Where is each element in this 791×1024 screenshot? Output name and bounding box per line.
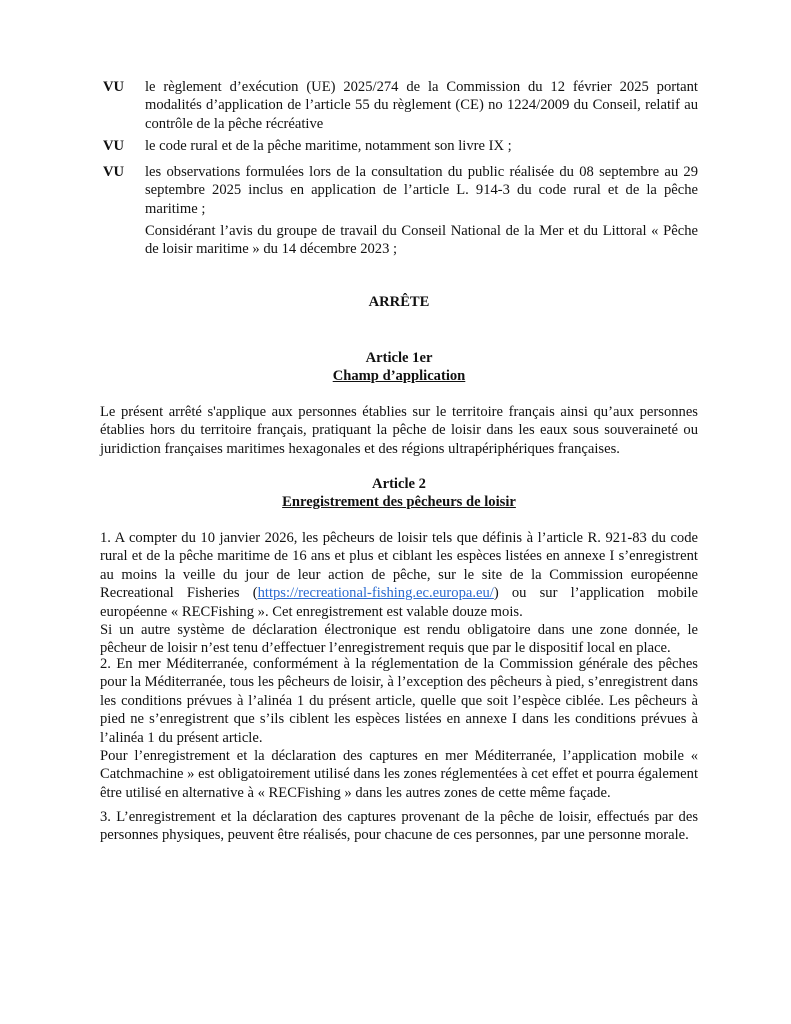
visa-text: le code rural et de la pêche maritime, notamment son livre IX ; <box>145 138 512 154</box>
arrete-heading: ARRÊTE <box>368 294 430 310</box>
p1-text-after: ) ou sur l’application mobile européenne « RECFishing ». Cet enregistrement est valable douze mois. <box>100 585 699 620</box>
article-1-number: Article 1er <box>365 350 433 366</box>
article-2-p1-second: Si un autre système de déclaration électronique est rendu obligatoire dans une zone donnée, le pêcheur de loisir n’est tenu d’effectuer l’enregistrement requis que par le dispositif local en place. <box>100 622 698 657</box>
article-1-title <box>100 367 698 385</box>
article-2-p1 <box>100 529 698 621</box>
article-2-paragraph-1 <box>100 529 698 658</box>
article-2-paragraph-2 <box>100 655 698 802</box>
visa-label: VU <box>103 79 125 95</box>
article-2-title-text: Enregistrement des pêcheurs de loisir <box>282 494 516 510</box>
article-2-p2: 2. En mer Méditerranée, conformément à la réglementation de la Commission générale des pêches pour la Méditerranée, tous les pêcheurs de loisir, à l’exception des pêcheurs à pied, s’enregistrent dans les conditions prévues à l’alinéa 1 du présent article, quelle que soit l’espèce ciblée. Les pêcheurs à pied ne s’enregistrent que s’ils ciblent les espèces listées en annexe I dans les conditions prévues à l’alinéa 1 du présent article. <box>100 656 698 746</box>
visa-label: VU <box>103 138 125 154</box>
article-1-title-text: Champ d’application <box>332 368 466 384</box>
visa-label: VU <box>103 164 125 180</box>
article-2-p2-second: Pour l’enregistrement et la déclaration des captures en mer Méditerranée, l’application mobile « Catchmachine » est obligatoirement utilisé dans les zones réglementées à cet effet et pourra également être utilisé en alternative à « RECFishing » dans les autres zones de cette même façade. <box>100 748 698 801</box>
considerant-text: Considérant l’avis du groupe de travail du Conseil National de la Mer et du Littoral « Pêche de loisir maritime » du 14 décembre 2023 ; <box>145 223 698 258</box>
article-2-number: Article 2 <box>372 476 426 492</box>
visa-text: le règlement d’exécution (UE) 2025/274 de la Commission du 12 février 2025 portant modalités d’application de l’article 55 du règlement (CE) no 1224/2009 du Conseil, relatif au contrôle de la pêche récréative <box>145 79 698 132</box>
p1-text-before: 1. A compter du 10 janvier 2026, les pêcheurs de loisir tels que définis à l’article R. 921-83 du code rural et de la pêche maritime de 16 ans et plus et ciblant les espèces listées en annexe I s’enregistrent au moins la veille du jour de leur action de pêche, sur le site de la Commission européenne Recreational Fisheries ( <box>100 530 698 602</box>
visa-2 <box>103 137 698 155</box>
visa-1 <box>103 78 698 133</box>
article-2-paragraph-3: 3. L’enregistrement et la déclaration des captures provenant de la pêche de loisir, effectués par des personnes physiques, peuvent être réalisés, pour chacune de ces personnes, par une personne morale. <box>100 809 698 844</box>
article-2-title <box>100 493 698 511</box>
visa-text: les observations formulées lors de la consultation du public réalisée du 08 septembre au 29 septembre 2025 inclus en application de l’article L. 914-3 du code rural et de la pêche maritime ; <box>145 164 698 217</box>
article-1-body: Le présent arrêté s'applique aux personnes établies sur le territoire français ainsi qu’aux personnes établies hors du territoire français, pratiquant la pêche de loisir dans les eaux sous souveraineté ou juridiction françaises maritimes hexagonales et des régions ultrapériphériques françaises. <box>100 404 698 457</box>
visa-3 <box>103 163 698 218</box>
considerant <box>103 222 698 259</box>
recreational-fishing-link[interactable]: https://recreational-fishing.ec.europa.eu/ <box>257 585 494 602</box>
